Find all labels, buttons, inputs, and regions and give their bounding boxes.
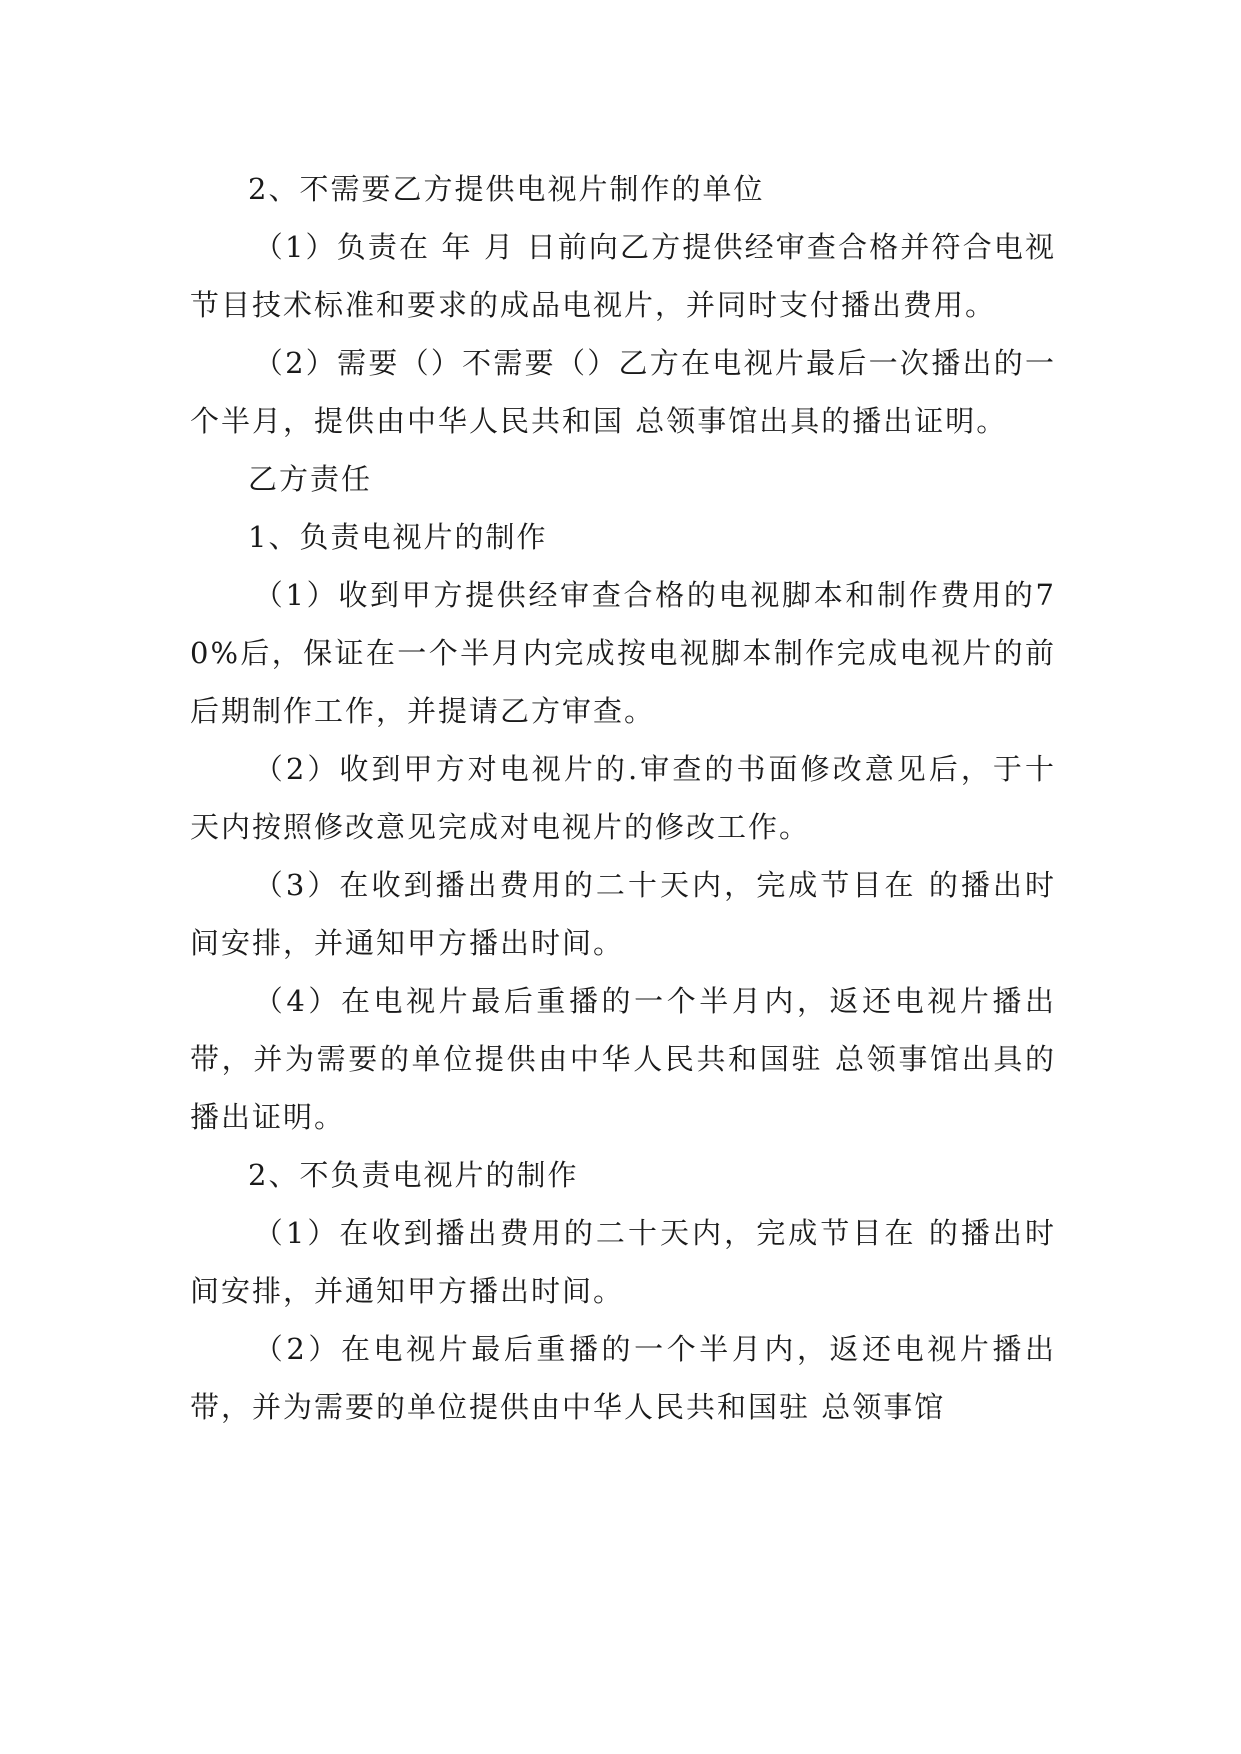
section-heading-party-b-duties: 乙方责任: [248, 462, 373, 496]
section-heading-no-production-duty: 2、不负责电视片的制作: [248, 1158, 579, 1192]
clause-paragraph: （1）收到甲方提供经审查合格的电视脚本和制作费用的70%后，保证在一个半月内完成按电视脚本制作完成电视片的前后期制作工作，并提请乙方审查。: [190, 578, 1056, 728]
clause-paragraph: （1）负责在 年 月 日前向乙方提供经审查合格并符合电视节目技术标准和要求的成品电视片，并同时支付播出费用。: [190, 230, 1056, 322]
section-heading-production: 1、负责电视片的制作: [248, 520, 548, 554]
document-body: [190, 160, 1056, 1436]
clause-paragraph: （2）收到甲方对电视片的.审查的书面修改意见后，于十天内按照修改意见完成对电视片的修改工作。: [190, 752, 1056, 844]
clause-paragraph: （2）在电视片最后重播的一个半月内，返还电视片播出带，并为需要的单位提供由中华人民共和国驻 总领事馆: [190, 1332, 1056, 1424]
clause-paragraph: （3）在收到播出费用的二十天内，完成节目在 的播出时间安排，并通知甲方播出时间。: [190, 868, 1056, 960]
clause-paragraph: （1）在收到播出费用的二十天内，完成节目在 的播出时间安排，并通知甲方播出时间。: [190, 1216, 1056, 1308]
clause-paragraph: （2）需要（）不需要（）乙方在电视片最后一次播出的一个半月，提供由中华人民共和国 总领事馆出具的播出证明。: [190, 346, 1056, 438]
section-heading-no-production: 2、不需要乙方提供电视片制作的单位: [248, 172, 765, 206]
clause-paragraph: （4）在电视片最后重播的一个半月内，返还电视片播出带，并为需要的单位提供由中华人民共和国驻 总领事馆出具的播出证明。: [190, 984, 1056, 1134]
